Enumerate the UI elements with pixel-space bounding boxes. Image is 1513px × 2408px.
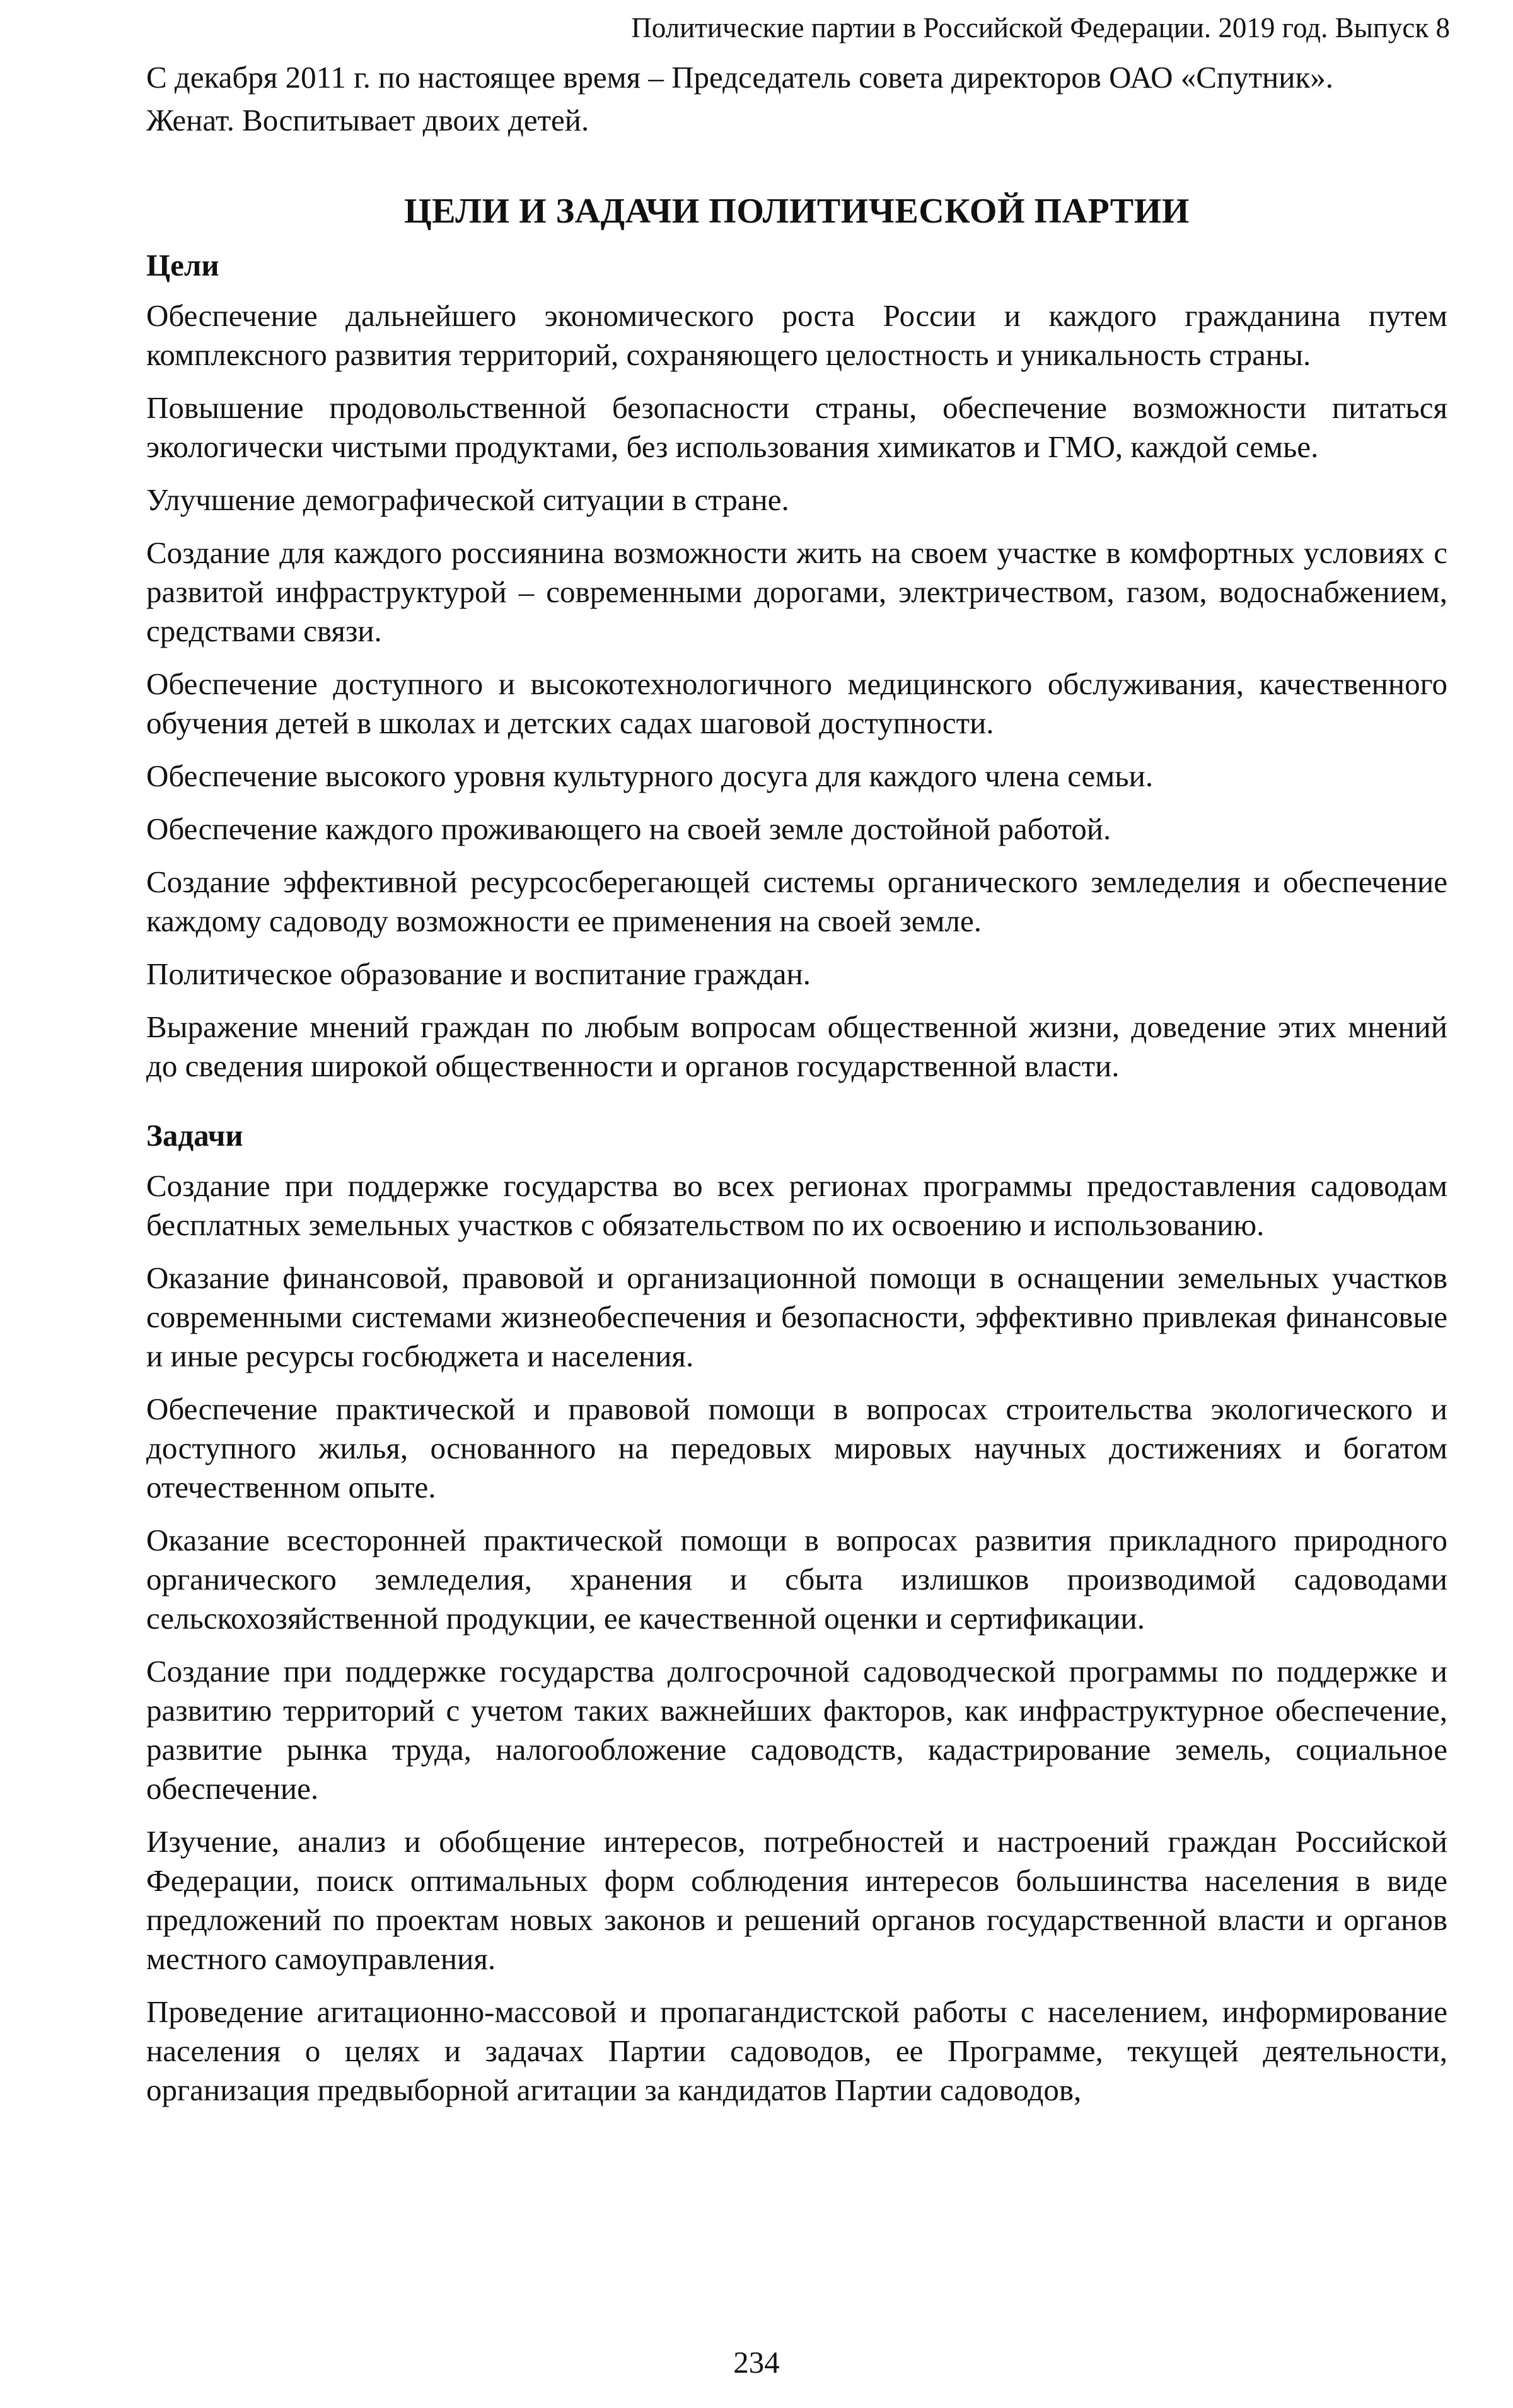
task-paragraph: Создание при поддержке государства долгосрочной садоводческой программы по поддержке и развитию территорий с учетом таких важнейших факторов, как инфраструктурное обеспечение, развитие рынка труда, налогообложение садоводств, кадастрирование земель, социальное обеспечение.	[146, 1654, 1447, 1806]
bio-line: С декабря 2011 г. по настоящее время – Председатель совета директоров ОАО «Спутник».	[146, 60, 1334, 95]
task-paragraph: Изучение, анализ и обобщение интересов, потребностей и настроений граждан Российской Федерации, поиск оптимальных форм соблюдения интересов большинства населения в виде предложений по проектам новых законов и решений органов государственной власти и органов местного самоуправления.	[146, 1824, 1447, 1976]
task-paragraph: Создание при поддержке государства во всех регионах программы предоставления садоводам бесплатных земельных участков с обязательством по их освоению и использованию.	[146, 1168, 1447, 1242]
goals-heading: Цели	[146, 248, 219, 282]
task-paragraph: Оказание всесторонней практической помощи в вопросах развития прикладного природного органического земледелия, хранения и сбыта излишков производимой садоводами сельскохозяйственной продукции, ее качественной оценки и сертификации.	[146, 1523, 1447, 1636]
section-title: ЦЕЛИ И ЗАДАЧИ ПОЛИТИЧЕСКОЙ ПАРТИИ	[404, 192, 1190, 231]
bio-line: Женат. Воспитывает двоих детей.	[146, 103, 589, 137]
goal-paragraph: Обеспечение дальнейшего экономического роста России и каждого гражданина путем комплексного развития территорий, сохраняющего целостность и уникальность страны.	[146, 298, 1447, 372]
goal-paragraph: Обеспечение доступного и высокотехнологичного медицинского обслуживания, качественного обучения детей в школах и детских садах шаговой доступности.	[146, 666, 1447, 740]
goal-paragraph: Создание для каждого россиянина возможности жить на своем участке в комфортных условиях с развитой инфраструктурой – современными дорогами, электричеством, газом, водоснабжением, средствами связи.	[146, 535, 1447, 648]
goal-paragraph: Политическое образование и воспитание граждан.	[146, 957, 811, 991]
page-content	[146, 58, 1447, 2124]
goal-paragraph: Обеспечение высокого уровня культурного досуга для каждого члена семьи.	[146, 759, 1154, 793]
task-paragraph: Проведение агитационно-массовой и пропагандистской работы с населением, информирование населения о целях и задачах Партии садоводов, ее Программе, текущей деятельности, организация предвыборной агитации за кандидатов Партии садоводов,	[146, 1994, 1447, 2107]
task-paragraph: Обеспечение практической и правовой помощи в вопросах строительства экологического и доступного жилья, основанного на передовых мировых научных достижениях и богатом отечественном опыте.	[146, 1392, 1447, 1504]
biography-block	[146, 58, 1447, 140]
goal-paragraph: Повышение продовольственной безопасности страны, обеспечение возможности питаться экологически чистыми продуктами, без использования химикатов и ГМО, каждой семье.	[146, 390, 1447, 464]
goal-paragraph: Улучшение демографической ситуации в стране.	[146, 482, 789, 517]
goal-paragraph: Обеспечение каждого проживающего на своей земле достойной работой.	[146, 811, 1111, 846]
goals-list	[146, 296, 1447, 1086]
tasks-list	[146, 1166, 1447, 2110]
running-header: Политические партии в Российской Федерации. 2019 год. Выпуск 8	[631, 12, 1450, 44]
task-paragraph: Оказание финансовой, правовой и организационной помощи в оснащении земельных участков современными системами жизнеобеспечения и безопасности, эффективно привлекая финансовые и иные ресурсы госбюджета и населения.	[146, 1260, 1447, 1373]
page-number: 234	[733, 2345, 780, 2380]
goal-paragraph: Создание эффективной ресурсосберегающей системы органического земледелия и обеспечение каждому садоводу возможности ее применения на своей земле.	[146, 864, 1447, 938]
goal-paragraph: Выражение мнений граждан по любым вопросам общественной жизни, доведение этих мнений до сведения широкой общественности и органов государственной власти.	[146, 1009, 1447, 1083]
tasks-heading: Задачи	[146, 1118, 243, 1153]
